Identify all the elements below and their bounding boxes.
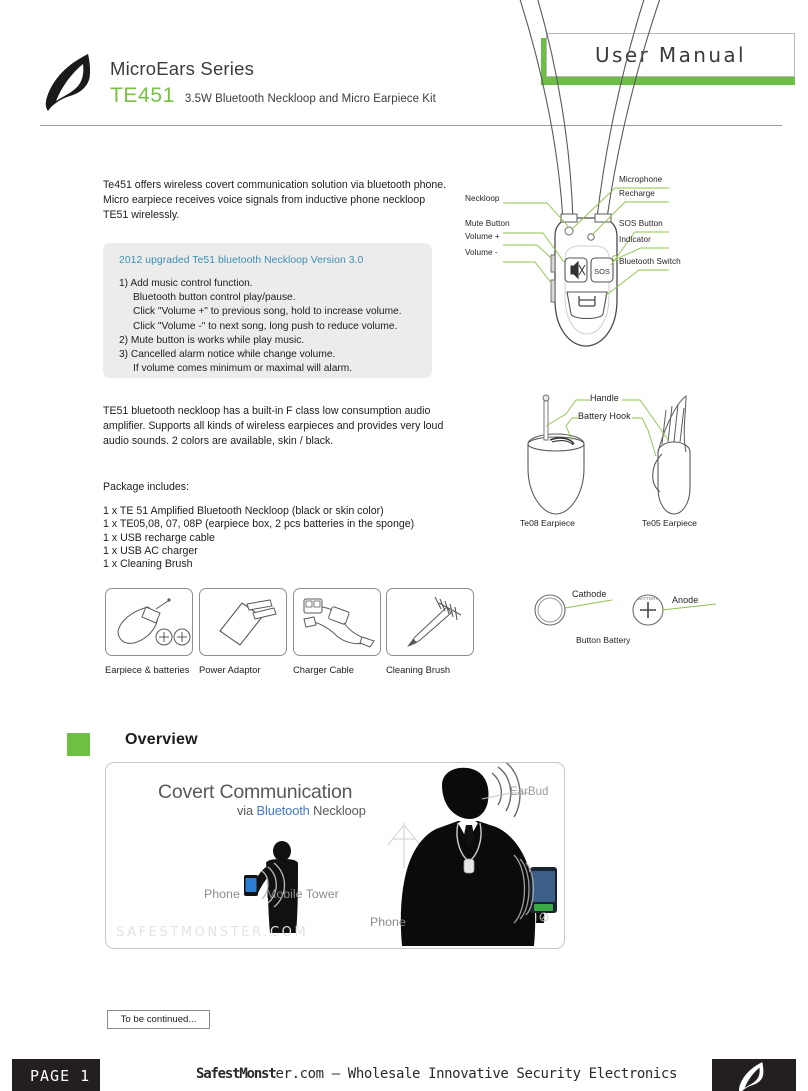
accessory-caption: Charger Cable [293, 664, 354, 675]
package-list [103, 505, 453, 571]
package-item: 1 x TE 51 Amplified Bluetooth Neckloop (black or skin color) [103, 505, 384, 517]
overview-title: Overview [125, 731, 198, 748]
diagram-label-microphone: Microphone [619, 175, 663, 184]
brand-description: 3.5W Bluetooth Neckloop and Micro Earpiece Kit [184, 93, 436, 105]
brand-series: MicroEars Series [110, 58, 255, 79]
subtitle-post: Neckloop [309, 803, 366, 818]
diagram-label-recharge: Recharge [619, 189, 655, 198]
footer-microears-leaf-logo-icon [735, 1061, 773, 1091]
svg-text:BATTERY: BATTERY [638, 596, 658, 601]
overview-image-subtitle [237, 803, 366, 818]
diagram-caption-button-battery: Button Battery [576, 635, 631, 645]
note-item: Click "Volume +" to previous song, hold to increase volume. [133, 306, 402, 318]
earpiece-diagram [490, 382, 790, 532]
package-item: 1 x Cleaning Brush [103, 558, 193, 571]
diagram-label-anode: Anode [672, 595, 699, 605]
earpiece-batteries-icon [105, 588, 193, 656]
accessory-item [199, 588, 287, 675]
overview-watermark: SAFESTMONSTER.COM [116, 925, 309, 940]
neckloop-diagram [455, 0, 805, 350]
diagram-label-cathode: Cathode [572, 589, 607, 599]
accessory-row [105, 588, 480, 688]
overview-label-earbud: EarBud [510, 786, 549, 798]
accessory-caption: Earpiece & batteries [105, 664, 190, 675]
cleaning-brush-icon [386, 588, 474, 656]
accessory-caption: Power Adaptor [199, 664, 261, 675]
diagram-label-indicator: Indicator [619, 235, 651, 244]
package-item: 1 x TE05,08, 07, 08P (earpiece box, 2 pcs batteries in the sponge) [103, 518, 415, 531]
package-title: Package includes: [103, 481, 189, 493]
footer-site-text [196, 1066, 677, 1082]
diagram-label-neckloop: Neckloop [465, 194, 500, 203]
badge-label: User Manual [594, 43, 747, 67]
overview-heading [67, 731, 467, 761]
footer-site-rest: er.com [275, 1066, 324, 1082]
package-item: 1 x USB recharge cable [103, 531, 215, 544]
power-adaptor-icon [199, 588, 287, 656]
note-item: If volume comes minimum or maximal will alarm. [133, 363, 353, 375]
accessory-caption: Cleaning Brush [386, 664, 451, 675]
diagram-label-bluetooth-switch: Bluetooth Switch [619, 257, 681, 266]
amplifier-paragraph: TE51 bluetooth neckloop has a built-in F class low consumption audio amplifier. Supports all kinds of wireless earpieces and provides very loud audio sounds. 2 colors are available, skin / black. [103, 405, 444, 448]
to-be-continued-button[interactable]: To be continued... [107, 1010, 210, 1029]
overview-label-mobile-tower: Mobile Tower [266, 887, 339, 901]
note-item: Click "Volume -" to next song, long push to reduce volume. [133, 320, 398, 332]
footer-tagline: — Wholesale Innovative Security Electronics [331, 1066, 677, 1082]
button-battery-diagram [520, 580, 740, 660]
accessory-item [386, 588, 474, 675]
footer-page-number: PAGE 1 [30, 1067, 91, 1085]
diagram-label-volume-up: Volume + [465, 232, 500, 241]
diagram-caption-te08: Te08 Earpiece [520, 518, 575, 528]
diagram-label-battery-hook: Battery Hook [578, 411, 631, 421]
intro-paragraph: Te451 offers wireless covert communication solution via bluetooth phone. Micro earpiece receives voice signals from inductive phone neckloop TE51 wirelessly. [103, 179, 447, 222]
overview-bullet-square [67, 733, 90, 756]
note-item: Bluetooth button control play/pause. [133, 292, 296, 304]
page-footer [0, 1059, 808, 1091]
overview-label-phone-right: Phone [370, 915, 406, 929]
note-title: 2012 upgraded Te51 bluetooth Neckloop Version 3.0 [119, 255, 364, 266]
brand-block [110, 58, 436, 108]
accessory-item [293, 588, 381, 675]
svg-text:SOS: SOS [594, 267, 610, 276]
microears-leaf-logo-icon [42, 52, 104, 114]
diagram-label-volume-down: Volume - [465, 248, 498, 257]
diagram-label-handle: Handle [590, 393, 619, 403]
subtitle-pre: via [237, 803, 257, 818]
note-item: 3) Cancelled alarm notice while change volume. [119, 349, 336, 361]
overview-image-title: Covert Communication [158, 781, 353, 803]
note-item: 2) Mute button is works while play music. [119, 334, 305, 346]
subtitle-bluetooth: Bluetooth [256, 803, 310, 818]
overview-label-phone-left: Phone [204, 887, 240, 901]
brand-model: TE451 [110, 84, 175, 107]
note-item: 1) Add music control function. [119, 278, 253, 289]
accessory-item [105, 588, 193, 675]
overview-illustration [105, 762, 565, 949]
diagram-label-mute-button: Mute Button [465, 219, 510, 228]
upgrade-note-box [103, 243, 432, 378]
note-list [119, 277, 418, 376]
footer-site-logo: SafestMonst [196, 1066, 276, 1082]
diagram-caption-te05: Te05 Earpiece [642, 518, 697, 528]
package-item: 1 x USB AC charger [103, 544, 198, 557]
charger-cable-icon [293, 588, 381, 656]
diagram-label-sos-button: SOS Button [619, 219, 663, 228]
